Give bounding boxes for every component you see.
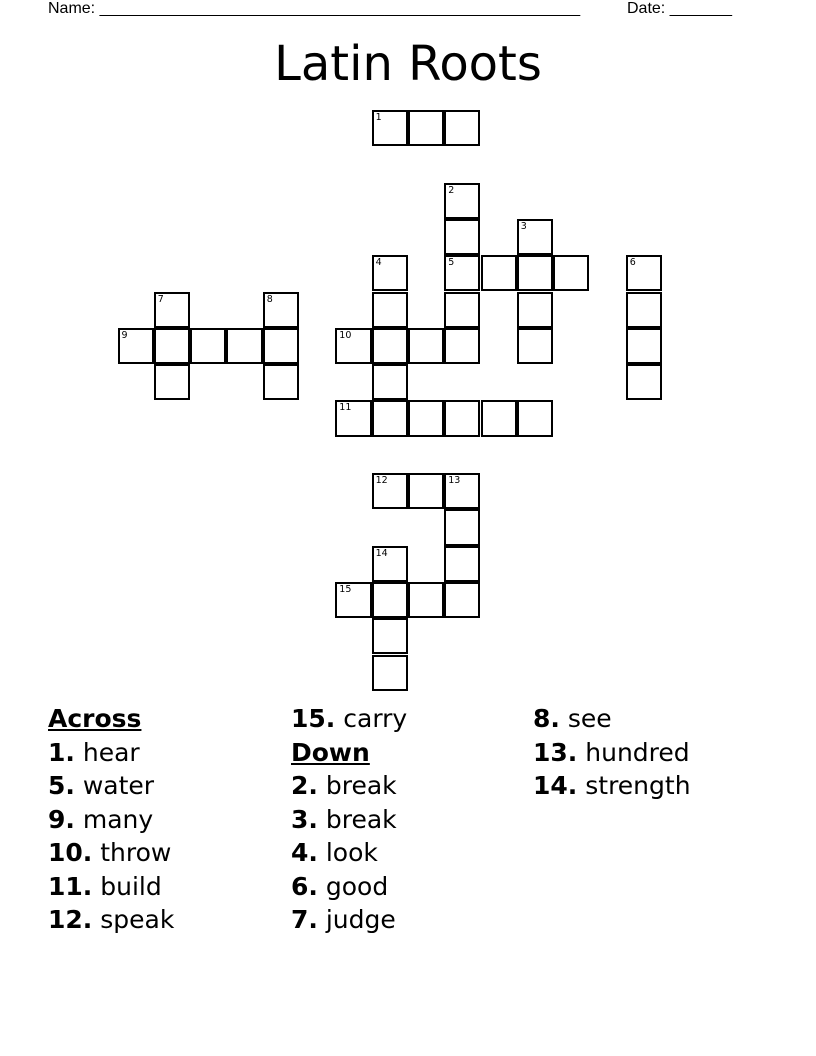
- crossword-cell[interactable]: [481, 400, 517, 436]
- cell-number: 4: [375, 257, 382, 269]
- crossword-cell[interactable]: [335, 328, 371, 364]
- crossword-cell[interactable]: [517, 219, 553, 255]
- crossword-cell[interactable]: [444, 400, 480, 436]
- clue-across-15: [291, 702, 407, 736]
- crossword-cell[interactable]: [626, 255, 662, 291]
- crossword-cell[interactable]: [372, 655, 408, 691]
- crossword-cell[interactable]: [408, 400, 444, 436]
- clue-down-7: [291, 903, 407, 937]
- cell-number: 14: [375, 547, 388, 559]
- clue-column-1: [48, 702, 174, 937]
- across-heading: Across: [48, 704, 142, 733]
- cell-number: 7: [157, 293, 164, 305]
- cell-number: 12: [375, 475, 388, 486]
- clue-number: 11.: [48, 871, 93, 901]
- crossword-cell[interactable]: [263, 292, 299, 328]
- name-field-label: Name: ______________________________________________________: [48, 0, 581, 17]
- clue-text: look: [325, 838, 378, 867]
- crossword-cell[interactable]: [408, 110, 444, 146]
- crossword-cell[interactable]: [263, 328, 299, 364]
- crossword-cell[interactable]: [372, 618, 408, 654]
- clue-across-12: [48, 903, 174, 937]
- clue-text: throw: [100, 838, 172, 867]
- crossword-cell[interactable]: [154, 292, 190, 328]
- clue-text: carry: [343, 704, 408, 733]
- crossword-cell[interactable]: [372, 473, 408, 509]
- clue-number: 10.: [48, 838, 93, 867]
- clue-text: break: [325, 804, 397, 834]
- date-field-label: Date: _______: [627, 0, 732, 17]
- clue-text: judge: [325, 905, 396, 934]
- clue-number: 1.: [48, 737, 75, 767]
- crossword-cell[interactable]: [408, 328, 444, 364]
- crossword-cell[interactable]: [226, 328, 262, 364]
- crossword-cell[interactable]: [263, 364, 299, 400]
- crossword-cell[interactable]: [626, 328, 662, 364]
- crossword-cell[interactable]: [626, 364, 662, 400]
- clue-number: 2.: [291, 771, 318, 800]
- clue-text: break: [325, 771, 397, 800]
- clue-text: water: [82, 771, 155, 800]
- crossword-cell[interactable]: [372, 364, 408, 400]
- crossword-cell[interactable]: [517, 292, 553, 328]
- clue-number: 12.: [48, 905, 93, 934]
- clue-number: 13.: [533, 737, 578, 767]
- cell-number: 1: [375, 112, 382, 123]
- clue-down-2: [291, 769, 407, 803]
- crossword-cell[interactable]: [444, 509, 480, 545]
- clue-down-8: [533, 702, 691, 736]
- clue-text: hundred: [585, 737, 690, 767]
- clue-number: 8.: [533, 704, 560, 733]
- clue-across-5: [48, 769, 174, 803]
- clue-text: see: [567, 704, 612, 733]
- clue-text: hear: [82, 737, 140, 767]
- clue-across-11: [48, 870, 174, 904]
- clue-across-9: [48, 803, 174, 837]
- clue-number: 5.: [48, 771, 75, 800]
- crossword-cell[interactable]: [335, 582, 371, 618]
- crossword-cell[interactable]: [154, 328, 190, 364]
- clue-down-3: [291, 803, 407, 837]
- down-heading: Down: [291, 737, 370, 767]
- clue-number: 6.: [291, 871, 318, 901]
- crossword-cell[interactable]: [444, 110, 480, 146]
- clue-number: 3.: [291, 804, 318, 834]
- cell-number: 10: [339, 329, 352, 341]
- clue-across-1: [48, 736, 174, 770]
- clue-text: speak: [100, 905, 175, 934]
- crossword-cell[interactable]: [444, 219, 480, 255]
- crossword-cell[interactable]: [626, 292, 662, 328]
- clue-number: 9.: [48, 804, 75, 834]
- clue-down-14: [533, 769, 691, 803]
- cell-number: 9: [121, 329, 128, 341]
- crossword-cell[interactable]: [553, 255, 589, 291]
- crossword-cell[interactable]: [408, 473, 444, 509]
- clue-across-10: [48, 836, 174, 870]
- crossword-cell[interactable]: [372, 292, 408, 328]
- clue-text: build: [100, 871, 162, 901]
- crossword-cell[interactable]: [372, 255, 408, 291]
- clue-text: strength: [585, 771, 691, 800]
- crossword-cell[interactable]: [444, 473, 480, 509]
- cell-number: 15: [339, 583, 352, 595]
- crossword-cell[interactable]: [517, 400, 553, 436]
- crossword-cell[interactable]: [444, 328, 480, 364]
- clue-text: good: [325, 871, 389, 901]
- crossword-cell[interactable]: [408, 582, 444, 618]
- crossword-cell[interactable]: [372, 328, 408, 364]
- clue-text: many: [82, 804, 154, 834]
- cell-number: 2: [448, 184, 455, 196]
- cell-number: 8: [266, 293, 273, 305]
- crossword-cell[interactable]: [444, 255, 480, 291]
- cell-number: 11: [339, 402, 352, 414]
- crossword-cell[interactable]: [372, 582, 408, 618]
- crossword-cell[interactable]: [335, 400, 371, 436]
- cell-number: 6: [629, 257, 636, 269]
- crossword-cell[interactable]: [190, 328, 226, 364]
- clue-column-2: [291, 702, 407, 937]
- clue-column-3: [533, 702, 691, 803]
- cell-number: 3: [520, 220, 527, 232]
- crossword-cell[interactable]: [444, 183, 480, 219]
- clue-number: 7.: [291, 905, 318, 934]
- crossword-cell[interactable]: [444, 582, 480, 618]
- clue-down-4: [291, 836, 407, 870]
- clue-down-6: [291, 870, 407, 904]
- crossword-cell[interactable]: [372, 400, 408, 436]
- page-title: Latin Roots: [274, 36, 542, 92]
- crossword-cell[interactable]: [372, 110, 408, 146]
- crossword-cell[interactable]: [481, 255, 517, 291]
- crossword-cell[interactable]: [372, 546, 408, 582]
- cell-number: 13: [448, 475, 461, 486]
- cell-number: 5: [448, 257, 455, 269]
- crossword-cell[interactable]: [118, 328, 154, 364]
- clue-number: 4.: [291, 838, 318, 867]
- clue-number: 15.: [291, 704, 336, 733]
- clue-down-13: [533, 736, 691, 770]
- crossword-cell[interactable]: [444, 292, 480, 328]
- crossword-cell[interactable]: [154, 364, 190, 400]
- crossword-cell[interactable]: [444, 546, 480, 582]
- clue-number: 14.: [533, 771, 578, 800]
- crossword-cell[interactable]: [517, 255, 553, 291]
- crossword-cell[interactable]: [517, 328, 553, 364]
